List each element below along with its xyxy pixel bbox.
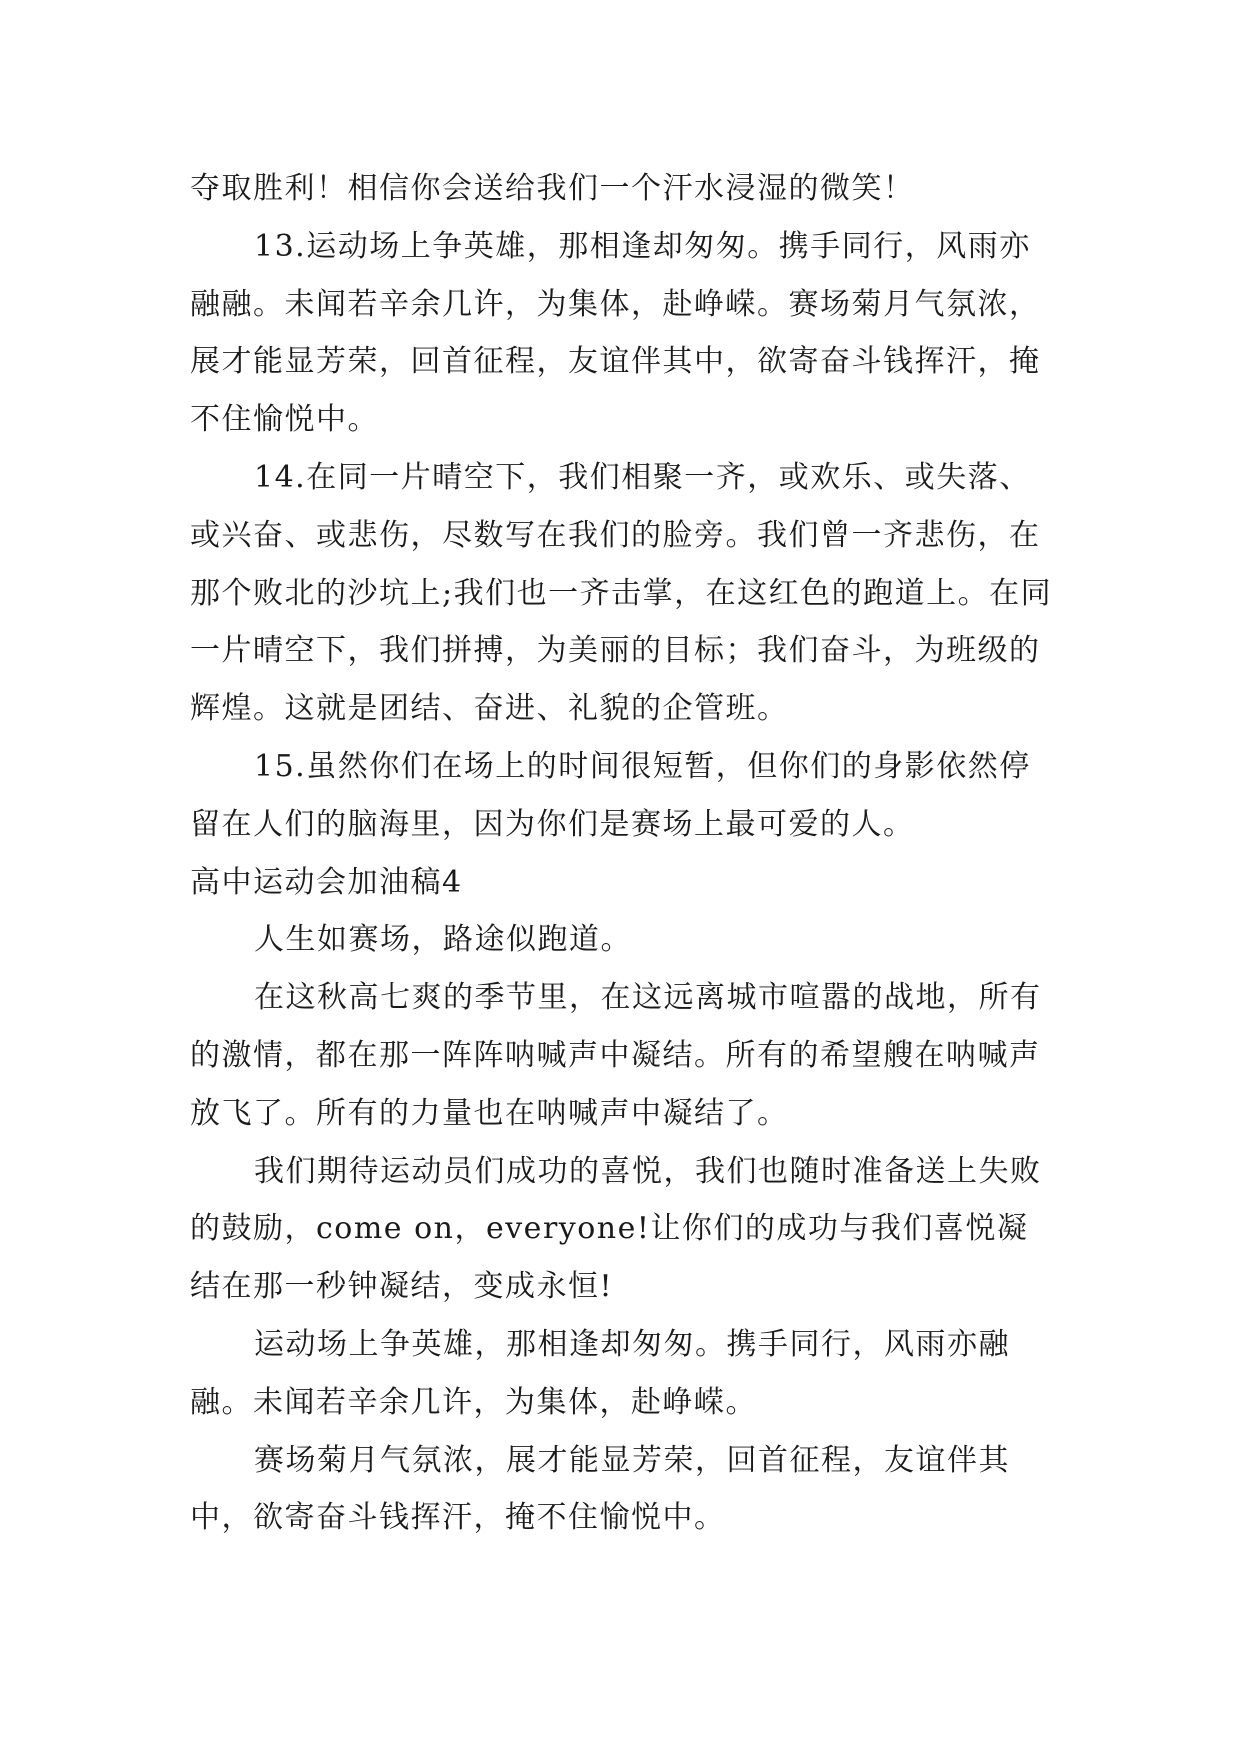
paragraph-item-13: 13.运动场上争英雄，那相逢却匆匆。携手同行，风雨亦融融。未闻若辛余几许，为集体，赴峥嵘。赛场菊月气氛浓，展才能显芳荣，回首征程，友谊伴其中，欲寄奋斗钱挥汗，掩不住愉悦中。 [190,228,1041,438]
document-page [190,160,1058,1547]
paragraph-item-15: 15.虽然你们在场上的时间很短暂，但你们的身影依然停留在人们的脑海里，因为你们是赛场上最可爱的人。 [190,748,1031,842]
paragraph-item-14: 14.在同一片晴空下，我们相聚一齐，或欢乐、或失落、或兴奋、或悲伤，尽数写在我们的脸旁。我们曾一齐悲伤，在那个败北的沙坑上;我们也一齐击掌，在这红色的跑道上。在同一片晴空下，我们拼搏，为美丽的目标；我们奋斗，为班级的辉煌。这就是团结、奋进、礼貌的企管班。 [190,459,1053,727]
section-paragraph: 我们期待运动员们成功的喜悦，我们也随时准备送上失败的鼓励，come on，everyone!让你们的成功与我们喜悦凝结在那一秒钟凝结，变成永恒! [190,1153,1042,1305]
section-paragraph: 赛场菊月气氛浓，展才能显芳荣，回首征程，友谊伴其中，欲寄奋斗钱挥汗，掩不住愉悦中。 [190,1442,1010,1536]
section-paragraph: 运动场上争英雄，那相逢却匆匆。携手同行，风雨亦融融。未闻若辛余几许，为集体，赴峥嵘。 [190,1326,1010,1420]
section-paragraph: 人生如赛场，路途似跑道。 [254,922,632,958]
section-title: 高中运动会加油稿4 [190,864,463,900]
paragraph-continuation: 夺取胜利！相信你会送给我们一个汗水浸湿的微笑！ [190,171,915,206]
section-paragraph: 在这秋高七爽的季节里，在这远离城市喧嚣的战地，所有的激情，都在那一阵阵呐喊声中凝结。所有的希望艘在呐喊声放飞了。所有的力量也在呐喊声中凝结了。 [190,980,1042,1131]
